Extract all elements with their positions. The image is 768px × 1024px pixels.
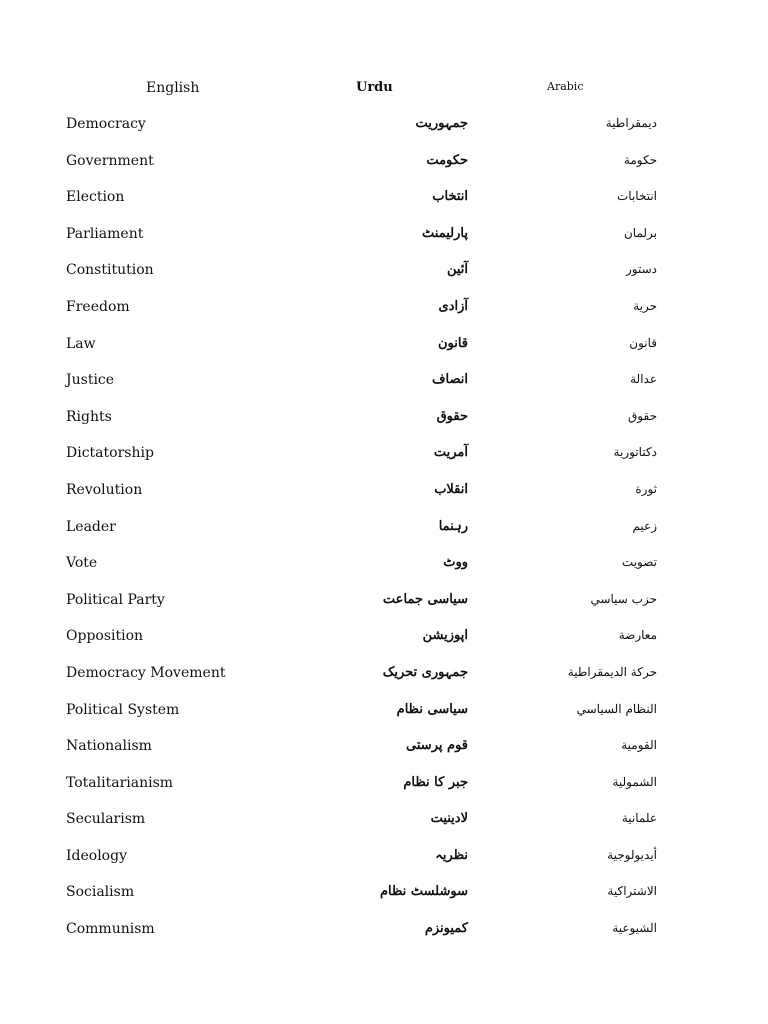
english-term: Government — [66, 152, 154, 169]
urdu-term: انقلاب — [434, 481, 468, 497]
arabic-term: دستور — [625, 262, 657, 277]
arabic-term: الشمولية — [612, 774, 657, 789]
table-row — [0, 407, 768, 444]
english-term: Freedom — [66, 298, 130, 315]
header-arabic: Arabic — [547, 80, 584, 93]
english-term: Vote — [66, 555, 98, 572]
table-row — [0, 736, 768, 773]
table-row — [0, 260, 768, 297]
table-row — [0, 700, 768, 737]
urdu-term: جبر کا نظام — [403, 774, 468, 790]
arabic-term: حرية — [633, 298, 657, 313]
urdu-term: اپوزیشن — [422, 628, 468, 644]
english-term: Law — [66, 335, 96, 352]
urdu-term: آئین — [446, 262, 468, 278]
table-row — [0, 626, 768, 663]
english-term: Ideology — [66, 847, 127, 864]
urdu-term: سیاسی نظام — [396, 701, 468, 717]
header-urdu: Urdu — [356, 80, 393, 95]
arabic-term: معارضة — [618, 628, 657, 643]
table-row — [0, 809, 768, 846]
header-english: English — [146, 80, 200, 96]
urdu-term: انتخاب — [432, 189, 468, 205]
arabic-term: ثورة — [635, 481, 657, 496]
vocabulary-table — [0, 114, 768, 956]
english-term: Rights — [66, 408, 112, 425]
table-row — [0, 370, 768, 407]
urdu-term: حقوق — [436, 408, 468, 424]
urdu-term: قانون — [437, 335, 468, 351]
urdu-term: رہنما — [438, 518, 468, 534]
english-term: Dictatorship — [66, 445, 154, 462]
table-row — [0, 334, 768, 371]
urdu-term: لادینیت — [430, 811, 468, 827]
table-row — [0, 443, 768, 480]
english-term: Revolution — [66, 481, 143, 498]
table-row — [0, 151, 768, 188]
english-term: Political System — [66, 701, 180, 718]
english-term: Nationalism — [66, 738, 152, 755]
arabic-term: الشيوعية — [612, 921, 657, 936]
table-row — [0, 590, 768, 627]
arabic-term: حكومة — [623, 152, 657, 167]
urdu-term: سوشلسٹ نظام — [380, 884, 468, 900]
urdu-term: انصاف — [432, 372, 468, 388]
arabic-term: دكتاتورية — [613, 445, 657, 460]
urdu-term: کمیونزم — [424, 921, 468, 937]
english-term: Opposition — [66, 628, 144, 645]
urdu-term: جمہوریت — [415, 116, 468, 131]
english-term: Parliament — [66, 225, 144, 242]
english-term: Justice — [66, 372, 115, 389]
table-row — [0, 480, 768, 517]
english-term: Election — [66, 189, 125, 206]
arabic-term: ديمقراطية — [605, 116, 657, 130]
arabic-term: تصويت — [621, 555, 657, 570]
english-term: Leader — [66, 518, 116, 535]
arabic-term: النظام السياسي — [576, 701, 657, 716]
english-term: Communism — [66, 921, 155, 938]
arabic-term: عدالة — [630, 372, 657, 387]
table-row — [0, 882, 768, 919]
arabic-term: الاشتراكية — [607, 884, 657, 899]
english-term: Totalitarianism — [66, 774, 174, 791]
arabic-term: حركة الديمقراطية — [567, 664, 657, 679]
table-row — [0, 114, 768, 151]
arabic-term: أيديولوجية — [607, 847, 657, 862]
arabic-term: زعيم — [632, 518, 657, 533]
table-row — [0, 919, 768, 956]
urdu-term: حکومت — [426, 152, 468, 168]
arabic-term: قانون — [629, 335, 657, 350]
arabic-term: القومية — [621, 738, 657, 753]
arabic-term: علمانية — [621, 811, 657, 826]
english-term: Democracy — [66, 116, 146, 132]
urdu-term: قوم پرستی — [406, 738, 468, 754]
urdu-term: جمہوری تحریک — [382, 664, 468, 680]
english-term: Secularism — [66, 811, 146, 828]
arabic-term: حزب سياسي — [590, 591, 657, 606]
table-row — [0, 224, 768, 261]
urdu-term: ووٹ — [443, 555, 468, 571]
english-term: Democracy Movement — [66, 664, 226, 681]
table-row — [0, 187, 768, 224]
table-header — [0, 78, 768, 100]
urdu-term: آزادی — [438, 298, 468, 314]
english-term: Socialism — [66, 884, 135, 901]
table-row — [0, 297, 768, 334]
arabic-term: حقوق — [628, 408, 657, 423]
table-row — [0, 663, 768, 700]
english-term: Constitution — [66, 262, 154, 279]
english-term: Political Party — [66, 591, 165, 608]
arabic-term: انتخابات — [617, 189, 657, 204]
urdu-term: پارلیمنٹ — [422, 225, 468, 241]
table-row — [0, 553, 768, 590]
table-row — [0, 517, 768, 554]
table-row — [0, 846, 768, 883]
urdu-term: نظریہ — [435, 847, 468, 863]
table-row — [0, 773, 768, 810]
urdu-term: آمریت — [433, 445, 468, 461]
urdu-term: سیاسی جماعت — [382, 591, 468, 607]
arabic-term: برلمان — [623, 225, 657, 240]
